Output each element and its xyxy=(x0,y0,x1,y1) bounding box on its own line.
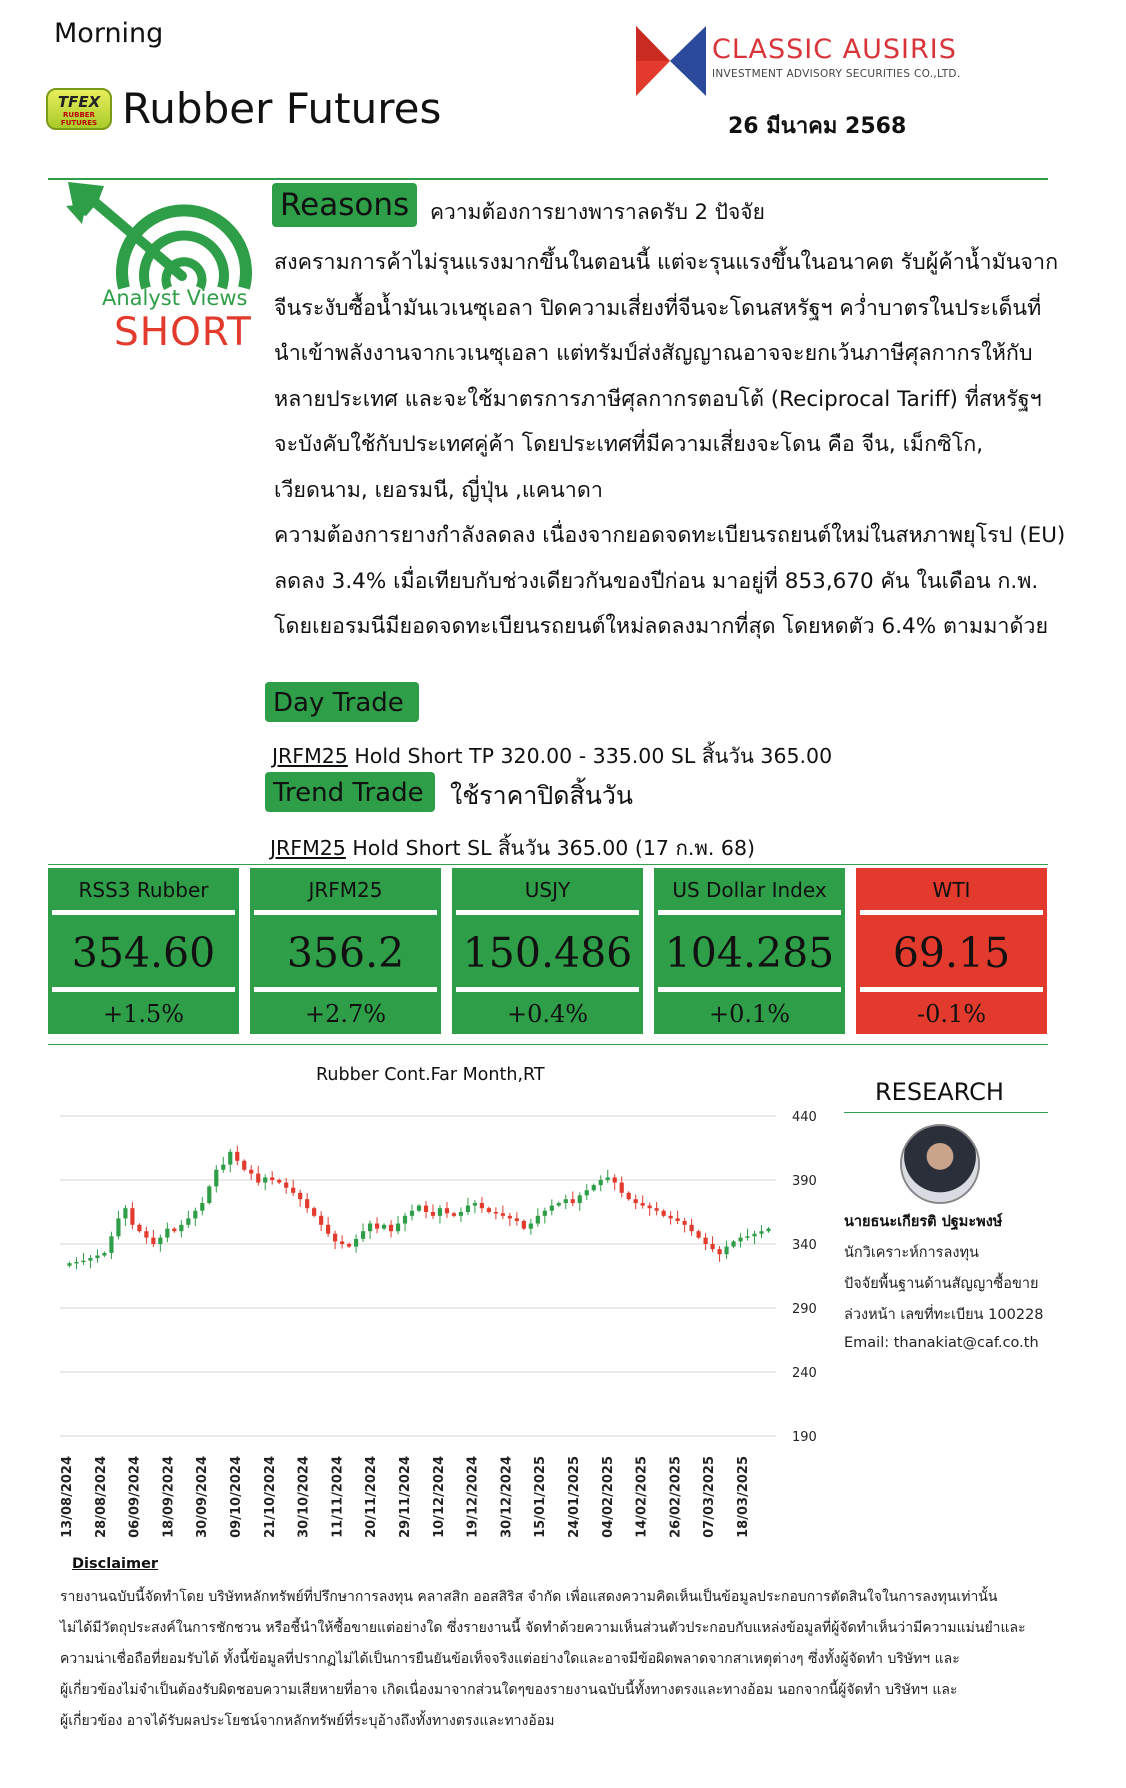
y-tick-label: 390 xyxy=(792,1174,817,1189)
tile-us-dollar-index xyxy=(654,868,845,1034)
y-tick-label: 440 xyxy=(792,1110,817,1125)
y-tick-label: 290 xyxy=(792,1302,817,1317)
candle-body xyxy=(717,1249,721,1254)
trend-trade-text: Hold Short SL สิ้นวัน 365.00 (17 ก.พ. 68) xyxy=(345,836,756,860)
candle-body xyxy=(102,1253,106,1256)
candle-body xyxy=(703,1238,707,1244)
candle-body xyxy=(333,1234,337,1242)
tile-change: -0.1% xyxy=(916,1000,987,1028)
candle-body xyxy=(543,1211,547,1216)
tile-name: USJY xyxy=(524,878,571,902)
tiles-bottom-divider xyxy=(48,1044,1048,1045)
candle-body xyxy=(389,1225,393,1231)
candle-body xyxy=(172,1229,176,1232)
x-tick-label: 19/12/2024 xyxy=(465,1456,481,1538)
candle-body xyxy=(571,1199,575,1203)
chart-title: Rubber Cont.Far Month,RT xyxy=(316,1065,545,1085)
candle-body xyxy=(263,1177,267,1182)
y-tick-label: 240 xyxy=(792,1366,817,1381)
x-tick-label: 09/10/2024 xyxy=(229,1456,244,1538)
x-tick-label: 20/11/2024 xyxy=(364,1456,380,1538)
candle-body xyxy=(690,1225,694,1231)
candle-body xyxy=(634,1199,638,1203)
candle-body xyxy=(186,1218,190,1224)
x-tick-label: 11/11/2024 xyxy=(330,1456,346,1538)
x-tick-label: 18/03/2025 xyxy=(736,1456,751,1538)
candle-body xyxy=(473,1203,477,1206)
candle-body xyxy=(592,1185,596,1190)
x-tick-label: 13/08/2024 xyxy=(60,1456,75,1538)
trend-trade-line xyxy=(270,832,755,865)
x-tick-label: 21/10/2024 xyxy=(262,1456,278,1538)
candle-body xyxy=(305,1199,309,1208)
reason-line: สงครามการค้าไม่รุนแรงมากขึ้นในตอนนี้ แต่จะรุนแรงขึ้นในอนาคต รับผู้ค้าน้ำมันจาก xyxy=(274,250,1059,275)
reason-line: นำเข้าพลังงานจากเวเนซุเอลา แต่ทรัมป์ส่งสัญญาณอาจจะยกเว้นภาษีศุลกากรให้กับ xyxy=(274,341,1033,366)
report-date: 26 มีนาคม 2568 xyxy=(728,114,907,139)
candle-body xyxy=(676,1218,680,1221)
x-tick-label: 04/02/2025 xyxy=(600,1456,616,1538)
candle-body xyxy=(417,1206,421,1211)
candle-body xyxy=(738,1238,742,1242)
tile-name: JRFM25 xyxy=(308,878,383,902)
candle-body xyxy=(745,1236,749,1238)
candle-body xyxy=(627,1193,631,1199)
analyst-view-value: SHORT xyxy=(114,310,252,355)
candle-body xyxy=(424,1206,428,1212)
candle-body xyxy=(242,1161,246,1170)
day-trade-contract: JRFM25 xyxy=(272,744,348,768)
y-tick-label: 340 xyxy=(792,1238,817,1253)
candle-body xyxy=(277,1180,281,1183)
candle-body xyxy=(655,1208,659,1211)
tile-value: 356.2 xyxy=(286,929,405,977)
candle-body xyxy=(95,1256,99,1259)
reasons-subtitle: ความต้องการยางพาราลดรับ 2 ปัจจัย xyxy=(430,200,765,224)
reason-line: ลดลง 3.4% เมื่อเทียบกับช่วงเดียวกันของปีก่อน มาอยู่ที่ 853,670 คัน ในเดือน ก.พ. xyxy=(274,568,1039,594)
candle-body xyxy=(550,1206,554,1211)
reason-line: จะบังคับใช้กับประเทศคู่ค้า โดยประเทศที่มีความเสี่ยงจะโดน คือ จีน, เม็กซิโก, xyxy=(274,432,984,457)
tile-value: 150.486 xyxy=(462,929,633,977)
company-subtitle: INVESTMENT ADVISORY SECURITIES CO.,LTD. xyxy=(712,68,961,80)
x-tick-label: 30/09/2024 xyxy=(195,1456,211,1538)
candle-body xyxy=(759,1231,763,1234)
candle-body xyxy=(578,1195,582,1203)
candle-body xyxy=(74,1262,78,1264)
reason-line: จีนระงับซื้อน้ำมันเวเนซุเอลา ปิดความเสี่ยงที่จีนจะโดนสหรัฐฯ คว่ำบาตรในประเด็นที่ xyxy=(274,295,1042,321)
tile-rss3-rubber xyxy=(48,868,239,1034)
candle-body xyxy=(382,1225,386,1229)
candle-body xyxy=(641,1203,645,1206)
candle-body xyxy=(494,1212,498,1214)
x-tick-label: 28/08/2024 xyxy=(93,1456,109,1538)
candle-body xyxy=(508,1216,512,1219)
candle-body xyxy=(319,1216,323,1225)
candle-body xyxy=(312,1208,316,1216)
candle-body xyxy=(158,1238,162,1244)
candle-body xyxy=(207,1186,211,1203)
candle-body xyxy=(354,1239,358,1247)
disclaimer-line: ผู้เกี่ยวข้องไม่จำเป็นต้องรับผิดชอบความเสียหายที่อาจ เกิดเนื่องมาจากส่วนใดๆของรายงานฉบับนี้ทั้งทางตรงและทางอ้อม นอกจากนี้ผู้จัดทำ บริษัทฯ และ xyxy=(60,1682,958,1698)
candle-body xyxy=(487,1208,491,1212)
target-dart-icon xyxy=(64,176,254,294)
candle-body xyxy=(452,1213,456,1216)
candle-body xyxy=(522,1221,526,1229)
tile-change: +0.4% xyxy=(506,1000,589,1028)
candle-body xyxy=(431,1212,435,1216)
tile-value: 104.285 xyxy=(664,929,835,977)
tile-usjy xyxy=(452,868,643,1034)
x-tick-label: 18/09/2024 xyxy=(161,1456,177,1538)
disclaimer-line: ไม่ได้มีวัตถุประสงค์ในการชักชวน หรือชี้นำให้ซื้อขายแต่อย่างใด ซึ่งรายงานนี้ จัดทำด้วยความเห็นส่วนตัวประกอบกับแหล่งข้อมูลที่ผู้จัดทำเห็นว่ามีความแม่นยำและ xyxy=(60,1620,1026,1636)
x-tick-label: 07/03/2025 xyxy=(702,1456,718,1538)
candle-body xyxy=(137,1225,141,1231)
tile-name: US Dollar Index xyxy=(672,878,827,902)
x-tick-label: 14/02/2025 xyxy=(634,1456,650,1538)
candle-body xyxy=(235,1152,239,1161)
disclaimer-line: รายงานฉบับนี้จัดทำโดย บริษัทหลักทรัพย์ที่ปรึกษาการลงทุน คลาสสิก ออสสิริส จำกัด เพื่อแสดงความคิดเห็นเป็นข้อมูลประกอบการตัดสินใจในการลงทุนเท่านั้น xyxy=(60,1589,998,1605)
trend-trade-contract: JRFM25 xyxy=(270,836,346,860)
tile-change: +1.5% xyxy=(102,1000,185,1028)
candle-body xyxy=(249,1170,253,1174)
tile-change: +2.7% xyxy=(304,1000,387,1028)
day-trade-text: Hold Short TP 320.00 - 335.00 SL สิ้นวัน 365.00 xyxy=(347,744,833,768)
reason-line: โดยเยอรมนีมียอดจดทะเบียนรถยนต์ใหม่ลดลงมากที่สุด โดยหดตัว 6.4% ตามมาด้วย xyxy=(274,614,1049,639)
day-trade-tag: Day Trade xyxy=(265,682,419,722)
candle-body xyxy=(599,1180,603,1185)
candle-body xyxy=(284,1183,288,1188)
trend-trade-subtitle: ใช้ราคาปิดสิ้นวัน xyxy=(450,781,633,810)
candle-body xyxy=(536,1216,540,1224)
candle-body xyxy=(410,1211,414,1216)
candle-body xyxy=(193,1211,197,1219)
candle-body xyxy=(669,1216,673,1219)
candle-body xyxy=(731,1241,735,1246)
candle-body xyxy=(724,1247,728,1255)
candle-body xyxy=(396,1224,400,1232)
company-name: CLASSIC AUSIRIS xyxy=(712,34,957,65)
x-tick-label: 10/12/2024 xyxy=(431,1456,447,1538)
tiles-top-divider xyxy=(48,864,1048,865)
candle-body xyxy=(752,1234,756,1237)
candle-body xyxy=(151,1238,155,1244)
x-tick-label: 30/12/2024 xyxy=(499,1456,515,1538)
reasons-tag: Reasons xyxy=(272,183,417,227)
candle-body xyxy=(375,1224,379,1229)
candle-body xyxy=(144,1231,148,1237)
candle-body xyxy=(179,1225,183,1231)
candle-body xyxy=(445,1208,449,1213)
trend-trade-tag: Trend Trade xyxy=(265,772,435,812)
candle-body xyxy=(606,1177,610,1180)
analyst-info-line: ปัจจัยพื้นฐานด้านสัญญาซื้อขาย xyxy=(844,1276,1039,1292)
x-tick-label: 30/10/2024 xyxy=(296,1456,312,1538)
candle-body xyxy=(515,1218,519,1221)
candle-body xyxy=(403,1216,407,1224)
analyst-name: นายธนะเกียรติ ปฐมะพงษ์ xyxy=(844,1214,1003,1230)
tile-name: RSS3 Rubber xyxy=(78,878,209,902)
tile-jrfm25 xyxy=(250,868,441,1034)
candle-body xyxy=(529,1224,533,1229)
reason-line: หลายประเทศ และจะใช้มาตรการภาษีศุลกากรตอบโต้ (Reciprocal Tariff) ที่สหรัฐฯ xyxy=(274,386,1042,412)
page-title: Rubber Futures xyxy=(122,84,442,133)
edition-label: Morning xyxy=(54,18,164,49)
x-tick-label: 26/02/2025 xyxy=(668,1456,684,1538)
candle-body xyxy=(256,1174,260,1183)
tfex-logo-sub: RUBBER FUTURES xyxy=(60,111,98,127)
research-divider xyxy=(844,1112,1048,1113)
candle-body xyxy=(564,1199,568,1203)
candle-body xyxy=(361,1231,365,1239)
candle-body xyxy=(613,1177,617,1182)
disclaimer-title: Disclaimer xyxy=(72,1556,159,1572)
candle-body xyxy=(109,1236,113,1253)
candle-body xyxy=(459,1212,463,1216)
candle-body xyxy=(697,1231,701,1237)
candle-body xyxy=(116,1218,120,1236)
candle-body xyxy=(81,1261,85,1263)
candle-body xyxy=(123,1208,127,1218)
candle-body xyxy=(270,1177,274,1180)
tfex-logo-word: TFEX xyxy=(57,93,101,111)
tile-change: +0.1% xyxy=(708,1000,791,1028)
x-tick-label: 29/11/2024 xyxy=(398,1456,413,1538)
candle-body xyxy=(326,1225,330,1234)
candle-body xyxy=(165,1229,169,1238)
analyst-info-line: นักวิเคราะห์การลงทุน xyxy=(844,1245,979,1261)
rubber-price-chart xyxy=(56,1100,846,1560)
analyst-info-line: ล่วงหน้า เลขที่ทะเบียน 100228 xyxy=(844,1307,1044,1323)
analyst-email: Email: thanakiat@caf.co.th xyxy=(844,1335,1039,1351)
x-tick-label: 15/01/2025 xyxy=(533,1456,549,1538)
candle-body xyxy=(766,1229,770,1232)
day-trade-line xyxy=(272,740,832,773)
y-tick-label: 190 xyxy=(792,1430,817,1445)
candle-body xyxy=(466,1206,470,1212)
tile-value: 69.15 xyxy=(892,929,1011,977)
disclaimer-line: ผู้เกี่ยวข้อง อาจได้รับผลประโยชน์จากหลักทรัพย์ที่ระบุอ้างถึงทั้งทางตรงและทางอ้อม xyxy=(60,1713,555,1729)
candle-body xyxy=(347,1244,351,1247)
candle-body xyxy=(501,1213,505,1216)
reason-line: เวียดนาม, เยอรมนี, ญี่ปุ่น ,แคนาดา xyxy=(274,477,603,503)
x-tick-label: 24/01/2025 xyxy=(567,1456,582,1538)
candle-body xyxy=(710,1244,714,1249)
candle-body xyxy=(620,1183,624,1193)
candle-body xyxy=(585,1190,589,1195)
candle-body xyxy=(298,1193,302,1199)
candle-body xyxy=(480,1203,484,1208)
candle-body xyxy=(648,1206,652,1209)
candle-body xyxy=(228,1152,232,1165)
candle-body xyxy=(88,1258,92,1261)
candle-body xyxy=(130,1208,134,1225)
research-label: RESEARCH xyxy=(875,1078,1004,1106)
tile-name: WTI xyxy=(932,878,971,902)
candle-body xyxy=(214,1170,218,1187)
tfex-logo xyxy=(46,88,112,130)
candle-body xyxy=(291,1188,295,1193)
candle-body xyxy=(683,1221,687,1225)
candle-body xyxy=(340,1241,344,1244)
candle-body xyxy=(67,1263,71,1266)
reasons-paragraph xyxy=(274,240,1094,650)
candle-body xyxy=(221,1165,225,1170)
candle-body xyxy=(438,1208,442,1216)
candle-body xyxy=(200,1203,204,1211)
x-tick-label: 06/09/2024 xyxy=(127,1456,143,1538)
tile-wti xyxy=(856,868,1047,1034)
company-logo-icon xyxy=(636,26,706,96)
candle-body xyxy=(662,1211,666,1216)
analyst-avatar xyxy=(900,1124,980,1204)
analyst-views-label: Analyst Views xyxy=(102,286,248,310)
reason-line: ความต้องการยางกำลังลดลง เนื่องจากยอดจดทะเบียนรถยนต์ใหม่ในสหภาพยุโรป (EU) xyxy=(274,523,1066,548)
candle-body xyxy=(368,1224,372,1232)
disclaimer-line: ความน่าเชื่อถือที่ยอมรับได้ ทั้งนี้ข้อมูลที่ปรากฏไม่ได้เป็นการยืนยันข้อเท็จจริงแต่อย่างใดและอาจมีข้อผิดพลาดจากสาเหตุต่างๆ ซึ่งทั้งผู้จัดทำ บริษัทฯ และ xyxy=(60,1651,960,1667)
tile-value: 354.60 xyxy=(71,929,216,977)
candle-body xyxy=(557,1203,561,1206)
